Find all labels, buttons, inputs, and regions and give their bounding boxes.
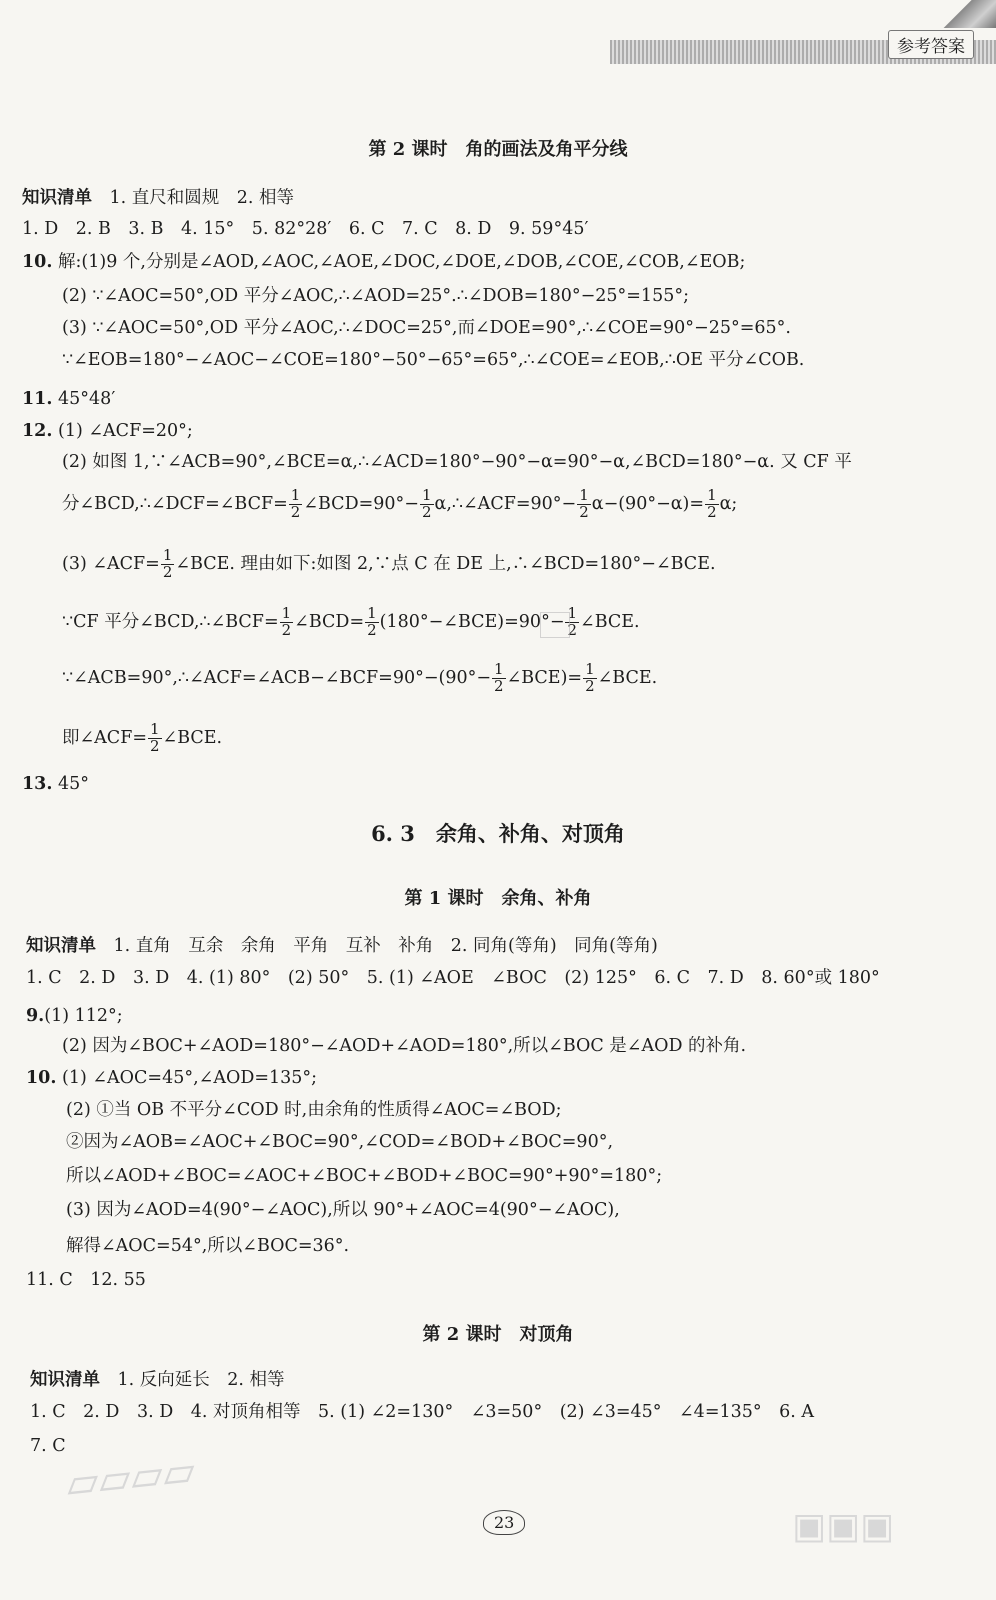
text-part: ∠BCE. bbox=[580, 611, 640, 632]
stamp-mark bbox=[540, 612, 570, 638]
section-title-vertical-angles: 第 2 课时 对顶角 bbox=[422, 1324, 574, 1345]
s1-q10-line2: (2) ∵∠AOC=50°,OD 平分∠AOC,∴∠AOD=25°.∴∠DOB=180°−25°=155°; bbox=[62, 286, 689, 306]
q-text: (1) ∠ACF=20°; bbox=[58, 421, 193, 441]
s3-q10-line2: (2) ①当 OB 不平分∠COD 时,由余角的性质得∠AOC=∠BOD; bbox=[66, 1100, 562, 1120]
text-part: 分∠BCD,∴∠DCF=∠BCF= bbox=[62, 493, 288, 514]
q-text: (1) ∠AOC=45°,∠AOD=135°; bbox=[62, 1068, 318, 1088]
s3-q10-line4: 所以∠AOD+∠BOC=∠AOC+∠BOC+∠BOD+∠BOC=90°+90°=180°; bbox=[66, 1166, 663, 1186]
s3-answers-11-12: 11. C 12. 55 bbox=[26, 1270, 146, 1290]
fraction-half: $\frac{1}{2}$ bbox=[290, 486, 301, 521]
s1-q10-line4: ∵∠EOB=180°−∠AOC−∠COE=180°−50°−65°=65°,∴∠COE=∠EOB,∴OE 平分∠COB. bbox=[62, 350, 805, 370]
s3-q9-line1 bbox=[26, 1006, 123, 1027]
fraction-half: $\frac{1}{2}$ bbox=[162, 546, 173, 581]
s1-q10-line1 bbox=[22, 252, 745, 273]
fraction-half: $\frac{1}{2}$ bbox=[494, 660, 504, 695]
s1-knowledge-line bbox=[22, 188, 294, 209]
fraction-half: $\frac{1}{2}$ bbox=[585, 660, 595, 695]
knowledge-text: 1. 反向延长 2. 相等 bbox=[117, 1370, 285, 1390]
fraction-half: $\frac{1}{2}$ bbox=[421, 486, 432, 521]
q-text: 45° bbox=[58, 774, 90, 794]
text-part: ∠BCE. bbox=[597, 667, 658, 688]
q-number: 9. bbox=[26, 1006, 45, 1026]
text-part: ∵∠ACB=90°,∴∠ACF=∠ACB−∠BCF=90°−(90°− bbox=[62, 667, 492, 688]
page-number: 23 bbox=[483, 1510, 525, 1535]
text-part: ∠BCE. bbox=[162, 727, 223, 748]
text-part: α; bbox=[719, 493, 738, 514]
s3-q10-line3: ②因为∠AOB=∠AOC+∠BOC=90°,∠COD=∠BOD+∠BOC=90°, bbox=[66, 1132, 614, 1152]
q-number: 10. bbox=[26, 1068, 57, 1088]
s1-q12-line3 bbox=[62, 488, 737, 521]
fraction-half: $\frac{1}{2}$ bbox=[150, 720, 160, 755]
fraction-half: $\frac{1}{2}$ bbox=[367, 604, 377, 639]
header-label: 参考答案 bbox=[888, 30, 974, 59]
text-part: α−(90°−α)= bbox=[591, 493, 705, 514]
text-part: 即∠ACF= bbox=[62, 727, 147, 748]
text-part: ∠BCE)= bbox=[506, 667, 583, 688]
s4-knowledge-line bbox=[30, 1370, 285, 1391]
q-number: 12. bbox=[22, 421, 53, 441]
fraction-half: $\frac{1}{2}$ bbox=[281, 604, 292, 639]
section-title-lesson1: 第 1 课时 余角、补角 bbox=[404, 888, 592, 909]
knowledge-text: 1. 直角 互余 余角 平角 互补 补角 2. 同角(等角) 同角(等角) bbox=[113, 936, 658, 956]
header-corner-decoration bbox=[936, 0, 996, 28]
knowledge-label: 知识清单 bbox=[22, 188, 92, 208]
text-part: ∠BCD= bbox=[294, 611, 365, 632]
s3-answers-1-8: 1. C 2. D 3. D 4. (1) 80° (2) 50° 5. (1) ∠AOE ∠BOC (2) 125° 6. C 7. D 8. 60°或 180° bbox=[26, 968, 880, 988]
s1-q12-line2: (2) 如图 1,∵∠ACB=90°,∠BCE=α,∴∠ACD=180°−90°−α=90°−α,∠BCD=180°−α. 又 CF 平 bbox=[62, 452, 852, 472]
knowledge-text: 1. 直尺和圆规 2. 相等 bbox=[109, 188, 295, 208]
s1-q12-line7 bbox=[62, 722, 222, 755]
q-text: 解:(1)9 个,分别是∠AOD,∠AOC,∠AOE,∠DOC,∠DOE,∠DOB,∠COE,∠COB,∠EOB; bbox=[58, 252, 746, 272]
s3-q10-line5: (3) 因为∠AOD=4(90°−∠AOC),所以 90°+∠AOC=4(90°−∠AOC), bbox=[66, 1200, 620, 1220]
section-title-6-3: 6. 3 余角、补角、对顶角 bbox=[371, 821, 625, 846]
s3-q10-line6: 解得∠AOC=54°,所以∠BOC=36°. bbox=[66, 1236, 350, 1256]
s1-q11 bbox=[22, 389, 115, 410]
s1-q12-line1 bbox=[22, 421, 193, 442]
fraction-half: $\frac{1}{2}$ bbox=[579, 486, 589, 521]
q-text: (1) 112°; bbox=[44, 1006, 123, 1026]
fraction-half: $\frac{1}{2}$ bbox=[567, 604, 578, 639]
s1-q12-line6 bbox=[62, 662, 657, 695]
q-number: 10. bbox=[22, 252, 53, 272]
s1-q10-line3: (3) ∵∠AOC=50°,OD 平分∠AOC,∴∠DOC=25°,而∠DOE=90°,∴∠COE=90°−25°=65°. bbox=[62, 318, 791, 338]
s4-answer-7: 7. C bbox=[30, 1436, 66, 1456]
text-part: (3) ∠ACF= bbox=[62, 553, 160, 574]
q-number: 13. bbox=[22, 774, 53, 794]
knowledge-label: 知识清单 bbox=[30, 1370, 100, 1390]
s1-q13 bbox=[22, 774, 89, 795]
s1-q12-line4 bbox=[62, 548, 716, 581]
text-part: (180°−∠BCE)=90°− bbox=[379, 611, 565, 632]
s3-q10-line1 bbox=[26, 1068, 317, 1089]
text-part: ∠BCD=90°− bbox=[303, 493, 419, 514]
watermark-logo: ▣▣▣ bbox=[792, 1506, 895, 1547]
watermark-decoration: ▱▱▱▱ bbox=[63, 1445, 198, 1508]
text-part: ∵CF 平分∠BCD,∴∠BCF= bbox=[62, 611, 279, 632]
text-part: ∠BCE. 理由如下:如图 2,∵点 C 在 DE 上,∴∠BCD=180°−∠BCE. bbox=[175, 553, 716, 574]
section-title-lesson2: 第 2 课时 角的画法及角平分线 bbox=[368, 139, 628, 160]
s4-answers-1-6: 1. C 2. D 3. D 4. 对顶角相等 5. (1) ∠2=130° ∠3=50° (2) ∠3=45° ∠4=135° 6. A bbox=[30, 1402, 815, 1422]
q-text: 45°48′ bbox=[58, 389, 116, 409]
q-number: 11. bbox=[22, 389, 53, 409]
text-part: α,∴∠ACF=90°− bbox=[434, 493, 577, 514]
s1-answers-1-9: 1. D 2. B 3. B 4. 15° 5. 82°28′ 6. C 7. C 8. D 9. 59°45′ bbox=[22, 219, 589, 239]
s3-knowledge-line bbox=[26, 936, 658, 957]
s3-q9-line2: (2) 因为∠BOC+∠AOD=180°−∠AOD+∠AOD=180°,所以∠BOC 是∠AOD 的补角. bbox=[62, 1036, 747, 1056]
fraction-half: $\frac{1}{2}$ bbox=[707, 486, 717, 521]
knowledge-label: 知识清单 bbox=[26, 936, 96, 956]
